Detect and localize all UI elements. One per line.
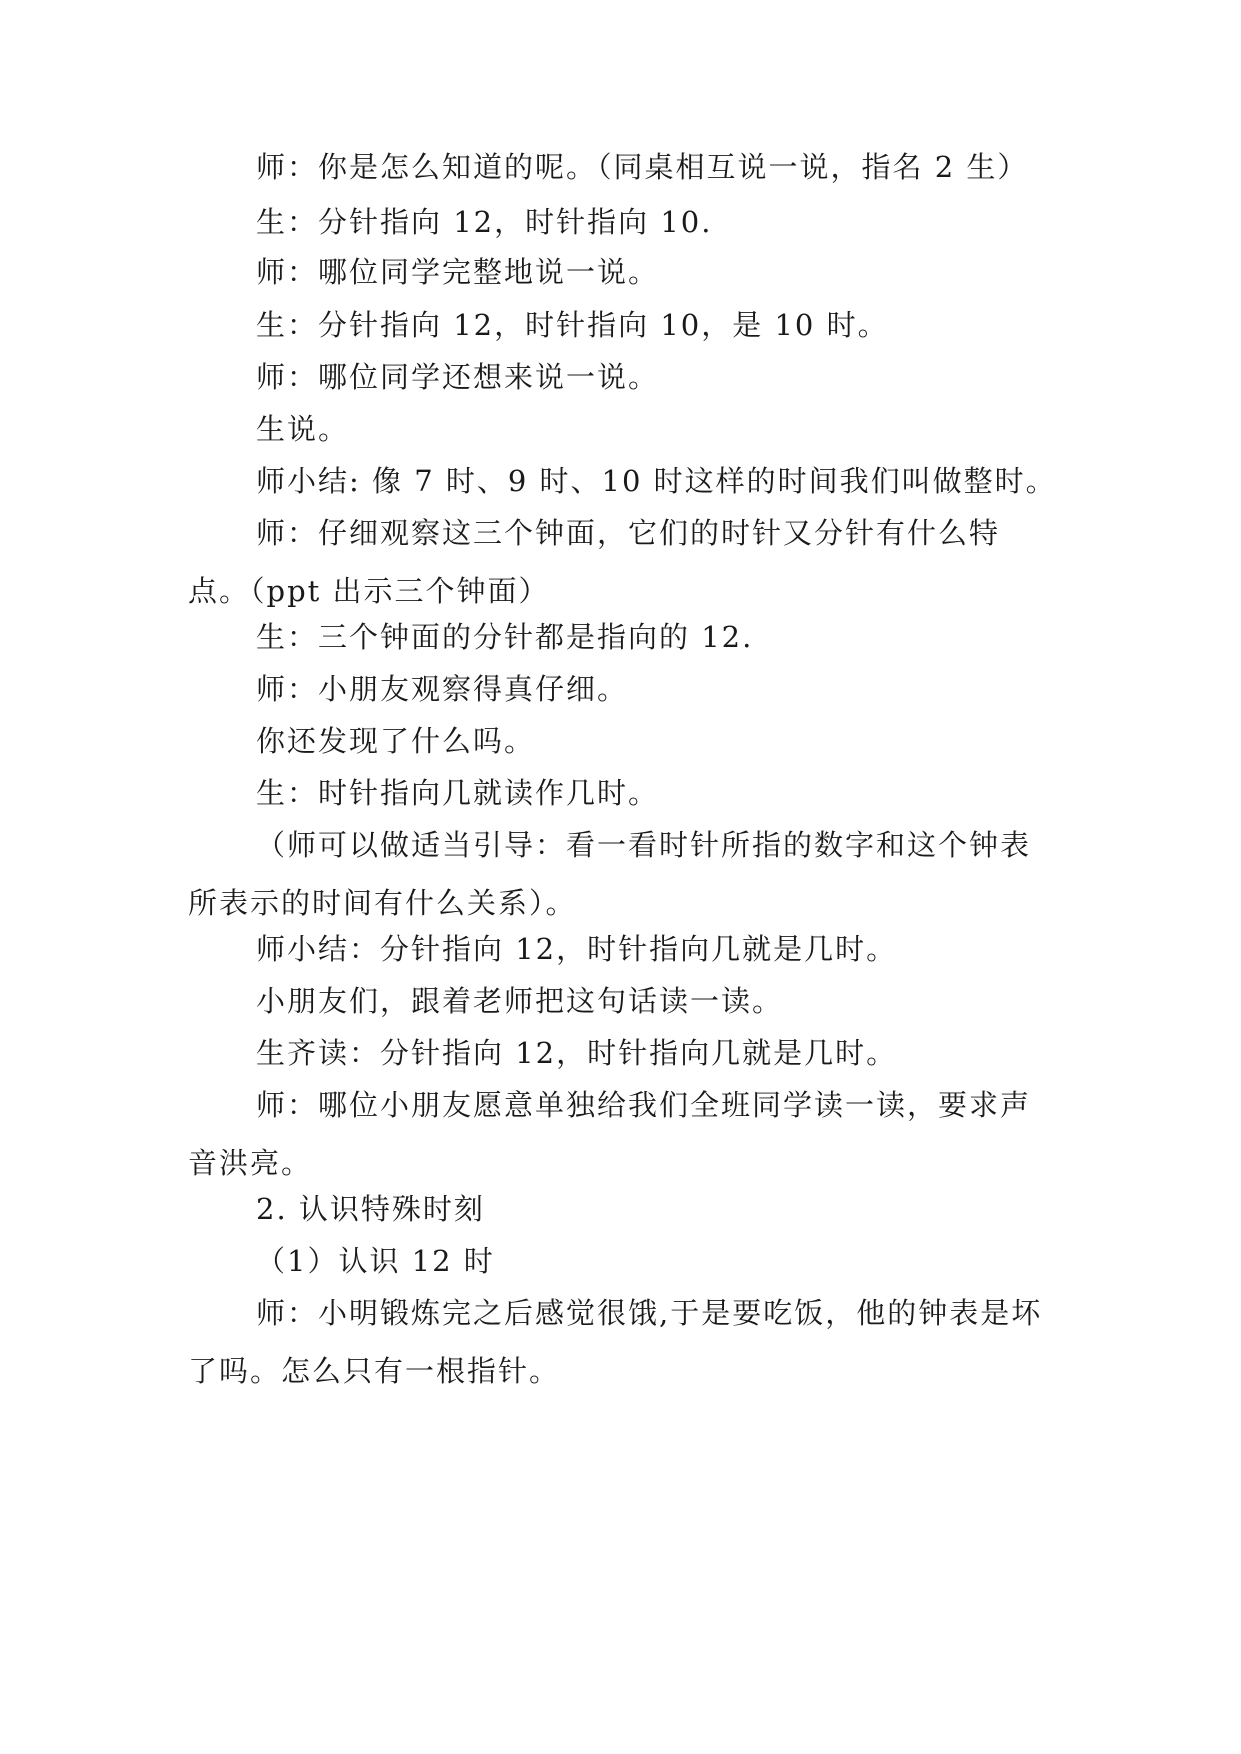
paragraph: 师小结：分针指向 12，时针指向几就是几时。 [256, 932, 898, 966]
paragraph: 师：哪位小朋友愿意单独给我们全班同学读一读，要求声音洪亮。 [188, 1088, 1032, 1180]
paragraph: 师：小朋友观察得真仔细。 [256, 672, 629, 706]
paragraph: （师可以做适当引导：看一看时针所指的数字和这个钟表所表示的时间有什么关系）。 [188, 828, 1032, 920]
paragraph: 小朋友们，跟着老师把这句话读一读。 [256, 984, 784, 1018]
paragraph: 生齐读：分针指向 12，时针指向几就是几时。 [256, 1036, 898, 1070]
paragraph: 师：仔细观察这三个钟面，它们的时针又分针有什么特点。（ppt 出示三个钟面） [188, 516, 1001, 608]
paragraph: 生：时针指向几就读作几时。 [256, 776, 660, 810]
paragraph: 你还发现了什么吗。 [256, 724, 536, 758]
paragraph: 师小结: 像 7 时、9 时、10 时这样的时间我们叫做整时。 [256, 464, 1057, 498]
paragraph: 师：小明锻炼完之后感觉很饿,于是要吃饭，他的钟表是坏了吗。怎么只有一根指针。 [188, 1296, 1043, 1388]
paragraph: 生说。 [256, 412, 350, 446]
section-heading: 2. 认识特殊时刻 [256, 1192, 485, 1226]
subsection-heading: （1）认识 12 时 [256, 1244, 495, 1278]
paragraph: 生：三个钟面的分针都是指向的 12. [256, 620, 754, 654]
paragraph: 师：哪位同学还想来说一说。 [256, 360, 660, 394]
paragraph: 生：分针指向 12，时针指向 10. [256, 205, 713, 239]
paragraph: 师：哪位同学完整地说一说。 [256, 255, 660, 289]
paragraph: 师：你是怎么知道的呢。（同桌相互说一说，指名 2 生） [256, 150, 1029, 184]
paragraph: 生：分针指向 12，时针指向 10，是 10 时。 [256, 308, 889, 342]
